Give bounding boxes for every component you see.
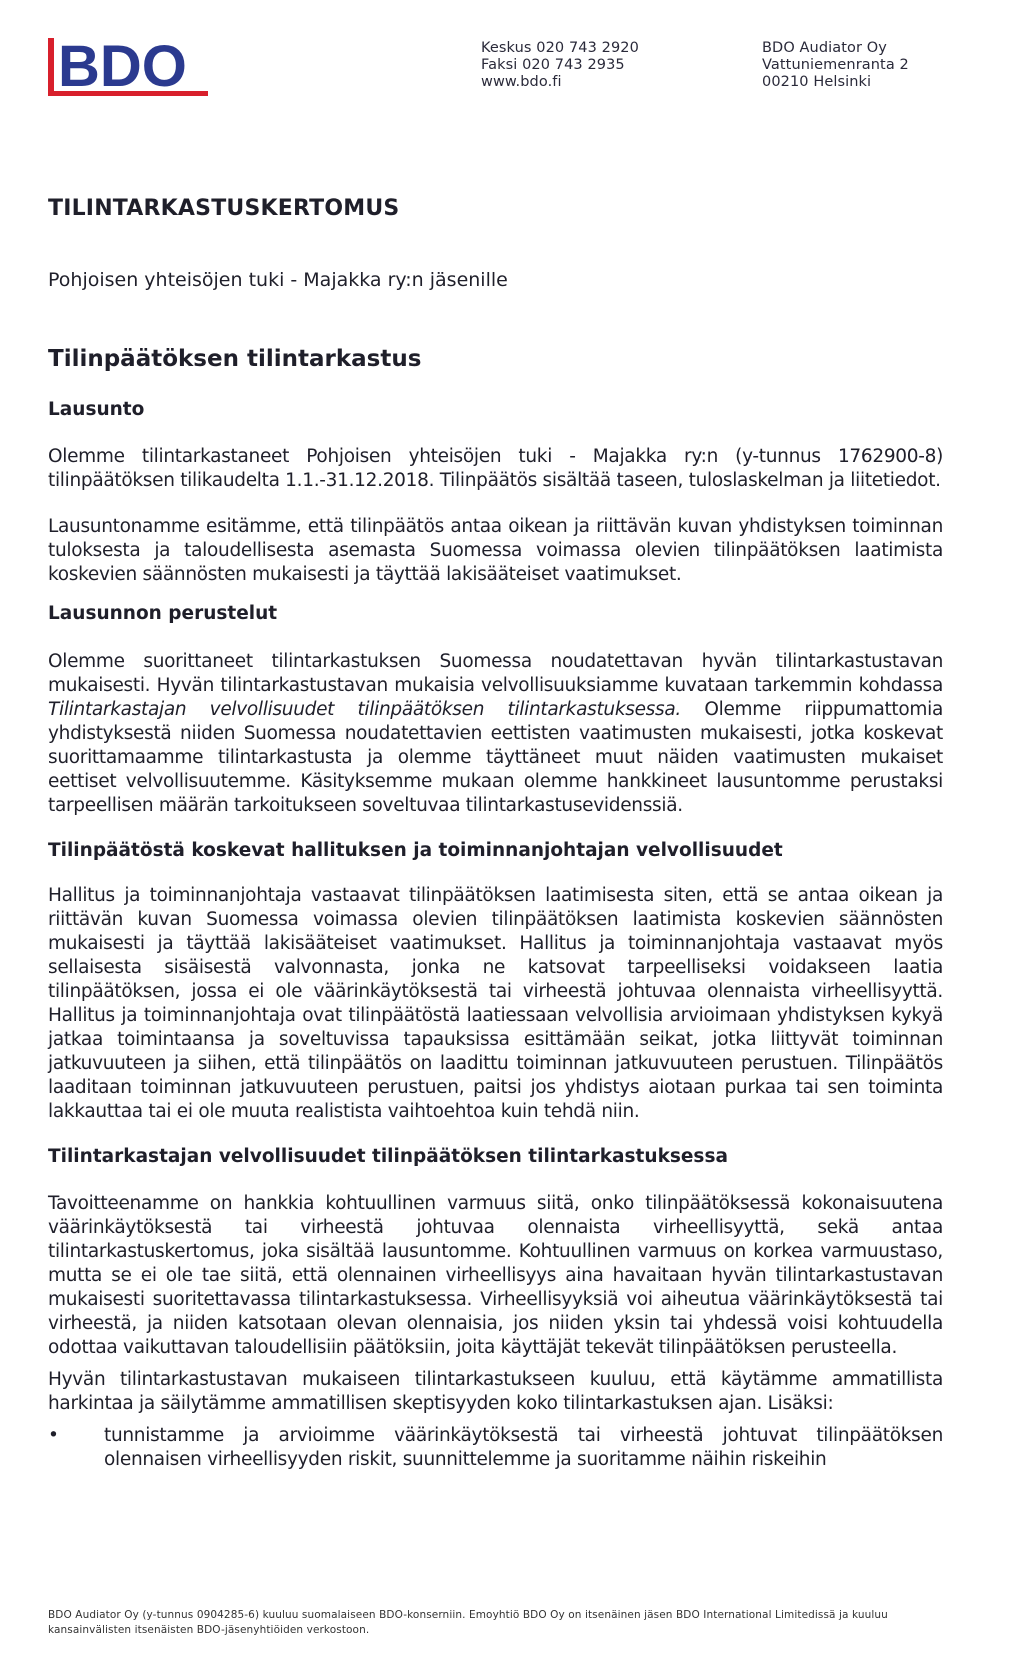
bullet-item <box>48 1424 943 1472</box>
postal-city: 00210 Helsinki <box>762 74 872 90</box>
heading-lausunto: Lausunto <box>48 399 145 420</box>
logo-accent-bar <box>48 38 54 96</box>
heading-hallitus: Tilinpäätöstä koskevat hallituksen ja toiminnanjohtajan velvollisuudet <box>48 840 783 861</box>
heading-perustelut: Lausunnon perustelut <box>48 603 278 624</box>
paragraph-tilintarkastaja-2: Hyvän tilintarkastustavan mukaiseen tilintarkastukseen kuuluu, että käytämme ammatillista harkintaa ja säilytämme ammatillisen skeptisyyden koko tilintarkastuksen ajan. Lisäksi: <box>48 1369 943 1414</box>
section-title: Tilinpäätöksen tilintarkastus <box>48 346 422 372</box>
paragraph-tilintarkastaja-1: Tavoitteenamme on hankkia kohtuullinen varmuus siitä, onko tilinpäätöksessä kokonaisuutena väärinkäytöksestä tai virheestä johtuvaa olennaista virheellisyyttä, sekä antaa tilintarkastuskertomus, joka sisältää lausuntomme. Kohtuullinen varmuus on korkea varmuustaso, mutta se ei ole tae siitä, että olennainen virheellisyys aina havaitaan hyvän tilintarkastustavan mukaisesti suoritettavassa tilintarkastuksessa. Virheellisyyksiä voi aiheutua väärinkäytöksestä tai virheestä, ja niiden katsotaan olevan olennaisia, jos niiden yksin tai yhdessä voisi kohtuudella odottaa vaikuttavan taloudellisiin päätöksiin, joita käyttäjät tekevät tilinpäätöksen perusteella. <box>48 1193 943 1358</box>
contact-info <box>481 40 639 91</box>
report-body <box>48 397 943 1472</box>
company-address <box>762 40 909 91</box>
bullet-point: • <box>48 1425 59 1446</box>
paragraph-lausunto-2: Lausuntonamme esitämme, että tilinpäätös antaa oikean ja riittävän kuvan yhdistyksen toiminnan tuloksesta ja taloudellisesta asemasta Suomessa voimassa olevien tilinpäätöksen laatimista koskevien säännösten mukaisesti ja täyttää lakisääteiset vaatimukset. <box>48 516 943 585</box>
heading-tilintarkastaja: Tilintarkastajan velvollisuudet tilinpäätöksen tilintarkastuksessa <box>48 1146 728 1167</box>
logo-text: BDO <box>58 36 187 99</box>
perustelut-text-start: Olemme suorittaneet tilintarkastuksen Suomessa noudatettavan hyvän tilintarkastustavan mukaisesti. Hyvän tilintarkastustavan mukaisia velvollisuuksiamme kuvataan tarkemmin kohdassa <box>48 651 943 696</box>
website: www.bdo.fi <box>481 74 562 90</box>
paragraph-hallitus: Hallitus ja toiminnanjohtaja vastaavat tilinpäätöksen laatimisesta siten, että se antaa oikean ja riittävän kuvan Suomessa voimassa olevien tilinpäätöksen laatimista koskevien säännösten mukaisesti ja täyttää lakisääteiset vaatimukset. Hallitus ja toiminnanjohtaja vastaavat myös sellaisesta sisäisestä valvonnasta, jonka ne katsovat tarpeelliseksi voidakseen laatia tilinpäätöksen, jossa ei ole väärinkäytöksestä tai virheestä johtuvaa olennaista virheellisyyttä. Hallitus ja toiminnanjohtaja ovat tilinpäätöstä laatiessaan velvollisia arvioimaan yhdistyksen kykyä jatkaa toimintaansa ja soveltuvissa tapauksissa esittämään seikat, jotka liittyvät toiminnan jatkuvuuteen ja siihen, että tilinpäätös on laadittu toiminnan jatkuvuuteen perustuen. Tilinpäätös laaditaan toiminnan jatkuvuuteen perustuen, paitsi jos yhdistys aiotaan purkaa tai sen toiminta lakkauttaa tai ei ole muuta realistista vaihtoehtoa kuin tehdä niin. <box>48 885 943 1122</box>
perustelut-italic-reference: Tilintarkastajan velvollisuudet tilinpäätöksen tilintarkastuksessa. <box>48 699 681 720</box>
paragraph-perustelut <box>48 650 943 818</box>
company-name: BDO Audiator Oy <box>762 40 887 56</box>
document-title: TILINTARKASTUSKERTOMUS <box>48 196 400 221</box>
phone-number: Keskus 020 743 2920 <box>481 40 639 56</box>
paragraph-lausunto-1: Olemme tilintarkastaneet Pohjoisen yhteisöjen tuki - Majakka ry:n (y-tunnus 1762900-8) tilinpäätöksen tilikaudelta 1.1.-31.12.2018. Tilinpäätös sisältää taseen, tuloslaskelman ja liitetiedot. <box>48 446 943 491</box>
bullet-text: tunnistamme ja arvioimme väärinkäytöksestä tai virheestä johtuvat tilinpäätöksen olennaisen virheellisyyden riskit, suunnittelemme ja suoritamme näihin riskeihin <box>104 1425 943 1470</box>
fax-number: Faksi 020 743 2935 <box>481 57 625 73</box>
street-address: Vattuniemenranta 2 <box>762 57 909 73</box>
recipients-line: Pohjoisen yhteisöjen tuki - Majakka ry:n jäsenille <box>48 269 508 291</box>
bdo-logo <box>48 36 218 104</box>
footer-note: BDO Audiator Oy (y-tunnus 0904285-6) kuuluu suomalaiseen BDO-konserniin. Emoyhtiö BDO Oy on itsenäinen jäsen BDO International Limitedissä ja kuuluu kansainvälisten itsenäisten BDO-jäsenyhtiöiden verkostoon. <box>48 1609 888 1636</box>
perustelut-text-end: Olemme riippumattomia yhdistyksestä niiden Suomessa noudatettavien eettisten vaatimusten mukaisesti, jotka koskevat suorittamaamme tilintarkastusta ja olemme täyttäneet muut näiden vaatimusten mukaiset eettiset velvollisuutemme. Käsityksemme mukaan olemme hankkineet lausuntomme perustaksi tarpeellisen määrän tarkoitukseen soveltuvaa tilintarkastusevidenssiä. <box>48 699 944 816</box>
